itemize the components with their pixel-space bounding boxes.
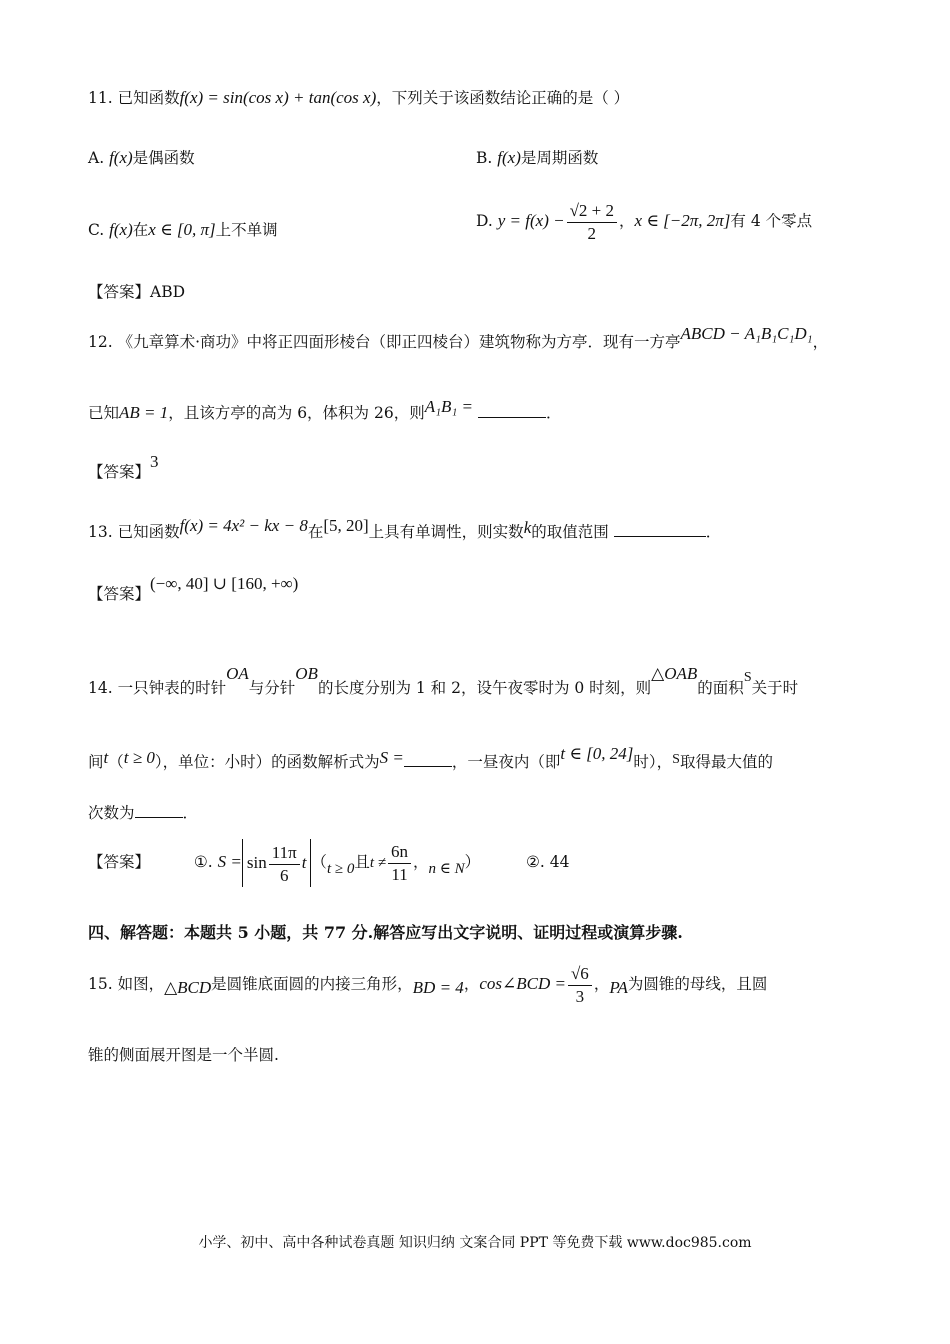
- q14-line1: [88, 664, 799, 700]
- q15-m2: BD = 4: [412, 978, 464, 997]
- q14-answer-cond1: t ≥ 0: [326, 861, 355, 877]
- q14-answer-paren-close: ）: [464, 853, 481, 871]
- q12-line2-math2: A₁B₁ =: [424, 397, 474, 416]
- q14-l1-t3: 的长度分别为 1 和 2，设午夜零时为 0 时刻，则: [317, 679, 652, 697]
- q15-fraction: [568, 963, 592, 1008]
- q11-option-d-math2: x ∈ [−2π, 2π]: [634, 211, 731, 230]
- q11-option-d-math1: y = f(x) −: [497, 211, 565, 230]
- q14-l3-t1: 次数为: [88, 804, 135, 822]
- q11-option-c-t2: 上不单调: [215, 221, 278, 239]
- q12-line2-t2: ，且该方亭的高为 6，体积为 26，则: [168, 404, 425, 422]
- q13-answer-label: 【答案】: [88, 585, 151, 603]
- q11-answer-value: ABD: [150, 283, 186, 301]
- q14-answer-comma: ，: [413, 853, 429, 871]
- q12-line2-t1: 已知: [88, 404, 120, 422]
- q12-line1-text: 12. 《九章算术·商功》中将正四面形棱台（即正四棱台）建筑物称为方亭．现有一方亭: [88, 333, 681, 351]
- q15-t5: 为圆锥的母线，且圆: [627, 975, 768, 993]
- q14-l2-m3: S =: [379, 748, 404, 767]
- q12-line2-math1: AB = 1: [119, 403, 169, 422]
- q11-stem-suffix: ，下列关于该函数结论正确的是（ ）: [376, 89, 630, 107]
- q11-option-c-label: C.: [88, 221, 105, 239]
- page-footer: 小学、初中、高中各种试卷真题 知识归纳 文案合同 PPT 等免费下载 www.doc985.com: [198, 1235, 752, 1251]
- q14-l1-t1: 14. 一只钟表的时针: [88, 679, 227, 697]
- q15-t2: 是圆锥底面圆的内接三角形，: [211, 975, 413, 993]
- q14-answer-t: t: [301, 853, 307, 872]
- q14-l2-t5: 时），: [633, 753, 673, 771]
- q14-answer-and: 且: [354, 853, 370, 871]
- q14-line2: [88, 744, 773, 774]
- q14-l1-m4: S: [743, 670, 752, 685]
- q12-answer-label: 【答案】: [88, 463, 151, 481]
- q13-t1: 13. 已知函数: [88, 523, 180, 541]
- q14-l2-m2: t ≥ 0: [123, 748, 155, 767]
- q14-answer-cond2: t ≠: [369, 855, 387, 871]
- q15-line2: 锥的侧面展开图是一个半圆.: [88, 1046, 279, 1064]
- q15-m1: △BCD: [164, 978, 212, 997]
- q12-line1-end: ，: [812, 333, 829, 351]
- q11-option-b-math: f(x): [497, 148, 521, 167]
- q11-option-a-label: A.: [88, 149, 105, 167]
- q14-answer-fraction-2: [388, 841, 411, 886]
- q11-formula: f(x) = sin(cos x) + tan(cos x): [179, 88, 377, 107]
- q11-option-a: [88, 148, 195, 168]
- q15-t4: ，: [593, 975, 610, 993]
- q14-answer-label: 【答案】: [88, 853, 151, 871]
- q14-answer-denominator: 6: [279, 865, 289, 885]
- q14-l1-m2: OB: [295, 664, 318, 683]
- q12-answer-blank: [478, 403, 546, 418]
- section-4-heading: 四、解答题：本题共 5 小题，共 77 分.解答应写出文字说明、证明过程或演算步骤.: [88, 923, 683, 942]
- q14-l3-end: ．: [182, 804, 199, 822]
- q15-t1: 15. 如图，: [88, 975, 165, 993]
- q13-stem: [88, 516, 722, 542]
- q14-answer-sin: sin: [246, 853, 267, 872]
- q14-l1-t5: 关于时: [751, 679, 799, 697]
- q14-l1-t2: 与分针: [248, 679, 296, 697]
- q13-end: ．: [705, 523, 722, 541]
- q11-option-b: [476, 148, 598, 168]
- q13-math1: f(x) = 4x² − kx − 8: [179, 516, 308, 535]
- q13-t3: 上具有单调性，则实数: [368, 523, 524, 541]
- q15-denominator: 3: [575, 986, 585, 1006]
- q14-l2-m4: t ∈ [0, 24]: [560, 744, 634, 763]
- q14-l1-t4: 的面积: [697, 679, 744, 697]
- q14-l2-t1: 间: [88, 753, 104, 771]
- q14-l2-m5: S: [672, 752, 680, 767]
- q11-option-b-label: B.: [476, 149, 493, 167]
- q14-answer-denominator-2: 11: [391, 864, 408, 884]
- q14-answer-s: S =: [217, 852, 242, 871]
- q12-line1: [88, 324, 829, 352]
- q14-blank-2: [135, 803, 183, 818]
- q11-option-d-denominator: 2: [587, 223, 597, 243]
- q11-answer: [88, 282, 185, 302]
- q14-answer-cond3: n ∈ N: [428, 861, 465, 877]
- q11-option-a-math: f(x): [109, 148, 133, 167]
- q14-l2-t4: ，一昼夜内（即: [451, 753, 561, 771]
- q11-option-d: [476, 198, 812, 245]
- q14-answer-1-label: ①.: [193, 853, 213, 871]
- q14-l1-m3: △OAB: [651, 664, 698, 683]
- q14-line3: [88, 803, 198, 823]
- q13-math2: [5, 20]: [323, 516, 369, 535]
- q14-answer-fraction: [269, 842, 300, 887]
- q11-stem-prefix: 11. 已知函数: [88, 89, 180, 107]
- q12-answer-value: 3: [150, 452, 159, 471]
- q11-answer-label: 【答案】: [88, 283, 151, 301]
- q15-m3: cos∠BCD =: [479, 974, 566, 993]
- q12-line2-end: ．: [545, 404, 562, 422]
- q13-answer: [88, 574, 299, 604]
- q14-l2-m1: t: [103, 748, 109, 767]
- q11-option-a-text: 是偶函数: [132, 149, 195, 167]
- q14-l2-t2: （: [108, 753, 124, 771]
- q14-answer-paren-open: （: [311, 853, 327, 871]
- q14-blank-1: [404, 752, 452, 767]
- q11-option-d-label: D.: [476, 212, 493, 230]
- q11-option-c: [88, 220, 278, 240]
- q11-option-d-fraction: [567, 200, 617, 245]
- q11-option-d-t2: 有 4 个零点: [730, 212, 813, 230]
- q13-t2: 在: [307, 523, 324, 541]
- q14-l1-m1: OA: [226, 664, 249, 683]
- q14-answer-numerator: 11π: [269, 842, 300, 865]
- q15-t3: ，: [463, 975, 480, 993]
- q11-option-d-t1: ，: [619, 212, 635, 230]
- q13-answer-value: (−∞, 40] ∪ [160, +∞): [150, 574, 299, 593]
- q14-answer-abs: [242, 839, 312, 887]
- q15-m4: PA: [609, 978, 628, 997]
- q13-t4: 的取值范围: [531, 523, 609, 541]
- q15-numerator: √6: [568, 963, 592, 986]
- q14-answer: [88, 838, 570, 887]
- q11-option-c-math1: f(x): [109, 220, 133, 239]
- q12-answer: [88, 452, 159, 482]
- q14-l2-t3: ），单位：小时）的函数解析式为: [154, 753, 380, 771]
- q12-line1-math: ABCD − A₁B₁C₁D₁: [680, 324, 813, 343]
- q11-stem: [88, 88, 629, 108]
- q11-option-c-math2: x ∈ [0, π]: [148, 220, 216, 239]
- q11-option-d-numerator: √2 + 2: [567, 200, 617, 223]
- q12-line2: [88, 397, 562, 423]
- q14-answer-numerator-2: 6n: [388, 841, 411, 864]
- q11-option-b-text: 是周期函数: [520, 149, 599, 167]
- q13-math3: k: [523, 518, 532, 537]
- q11-option-c-t1: 在: [132, 221, 149, 239]
- q14-answer-2: ②. 44: [526, 853, 570, 871]
- q15-line1: [88, 960, 767, 1008]
- q13-answer-blank: [614, 522, 706, 537]
- q14-l2-t6: 取得最大值的: [679, 753, 773, 771]
